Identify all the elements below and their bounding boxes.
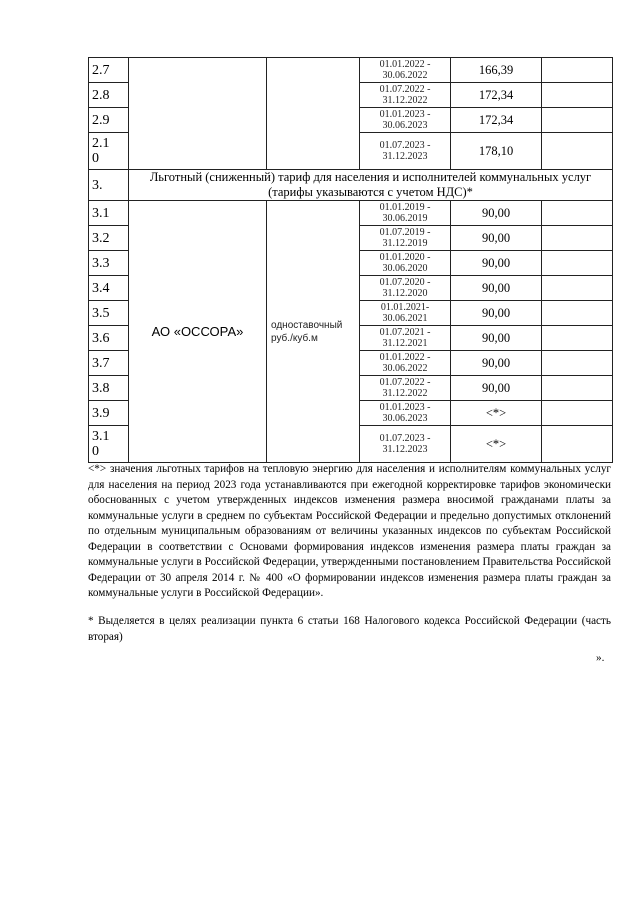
period-line: 30.06.2021 — [382, 313, 428, 324]
tariff-value: 178,10 — [451, 133, 542, 170]
period — [360, 426, 451, 463]
period-line: 31.12.2023 — [382, 151, 428, 162]
period-line: 01.07.2020 - — [379, 277, 431, 288]
period — [360, 58, 451, 83]
tariff-type-line: руб./куб.м — [271, 332, 318, 344]
row-number: 3.1 — [89, 201, 129, 226]
row-number-line: 0 — [92, 151, 99, 166]
period-line: 01.01.2020 - — [379, 252, 431, 263]
period — [360, 301, 451, 326]
row-number-line: 2.1 — [92, 136, 110, 151]
row-number: 2.7 — [89, 58, 129, 83]
period — [360, 376, 451, 401]
period — [360, 108, 451, 133]
period-line: 01.07.2019 - — [379, 227, 431, 238]
empty-cell — [542, 376, 613, 401]
period-line: 01.01.2022 - — [379, 59, 431, 70]
row-number: 3.9 — [89, 401, 129, 426]
empty-cell — [542, 201, 613, 226]
period-line: 31.12.2022 — [382, 95, 428, 106]
tariff-value: 90,00 — [451, 301, 542, 326]
period-line: 31.12.2019 — [382, 238, 428, 249]
tariff-value: 90,00 — [451, 326, 542, 351]
footnote-tariff-note: <*> значения льготных тарифов на тепловую энергию для населения и исполнителям коммунальных услуг для населения на период 2023 года устанавливаются при ежегодной корректировке тарифов экономически обоснованных с учетом утвержденных индексов изменения размера вносимой гражданами платы за коммунальные услуги в среднем по субъектам Российской Федерации и предельно допустимых отклонений по отдельным муниципальным образованиям от величины указанных индексов по субъектам Российской Федерации в соответствии с Основами формирования индексов изменения размера платы граждан за коммунальные услуги в Российской Федерации, утвержденными постановлением Правительства Российской Федерации от 30 апреля 2014 г. № 400 «О формировании индексов изменения размера платы граждан за коммунальные услуги в Российской Федерации». — [88, 463, 611, 599]
period-line: 31.12.2021 — [382, 338, 428, 349]
tariff-type-cell — [267, 58, 360, 170]
row-number: 3.7 — [89, 351, 129, 376]
period-line: 01.01.2023 - — [379, 109, 431, 120]
period-line: 30.06.2023 — [382, 413, 428, 424]
table-row — [89, 58, 613, 83]
period — [360, 83, 451, 108]
tariff-value: 172,34 — [451, 83, 542, 108]
period — [360, 351, 451, 376]
footnote-vat-note: * Выделяется в целях реализации пункта 6 статьи 168 Налогового кодекса Российской Федерации (часть вторая) — [88, 615, 611, 643]
row-number — [89, 133, 129, 170]
tariff-value: 172,34 — [451, 108, 542, 133]
period-line: 01.07.2022 - — [379, 84, 431, 95]
organization-cell — [129, 58, 267, 170]
tariff-table — [88, 57, 613, 463]
period-line: 01.07.2023 - — [379, 140, 431, 151]
table-row — [89, 201, 613, 226]
empty-cell — [542, 226, 613, 251]
tariff-value: 90,00 — [451, 276, 542, 301]
row-number: 3.5 — [89, 301, 129, 326]
empty-cell — [542, 401, 613, 426]
row-number-line: 3.1 — [92, 429, 110, 444]
tariff-type-line: одноставочный — [271, 319, 343, 331]
tariff-value: 90,00 — [451, 226, 542, 251]
period-line: 01.07.2022 - — [379, 377, 431, 388]
period — [360, 251, 451, 276]
row-number: 2.8 — [89, 83, 129, 108]
tariff-value: 90,00 — [451, 201, 542, 226]
row-number: 2.9 — [89, 108, 129, 133]
row-number: 3.3 — [89, 251, 129, 276]
empty-cell — [542, 276, 613, 301]
row-number: 3.4 — [89, 276, 129, 301]
empty-cell — [542, 108, 613, 133]
section-header-row — [89, 170, 613, 201]
period-line: 01.07.2021 - — [379, 327, 431, 338]
organization-name: АО «ОССОРА» — [129, 201, 267, 463]
period — [360, 201, 451, 226]
row-number: 3.6 — [89, 326, 129, 351]
row-number: 3.2 — [89, 226, 129, 251]
period-line: 01.01.2023 - — [379, 402, 431, 413]
empty-cell — [542, 326, 613, 351]
period — [360, 226, 451, 251]
empty-cell — [542, 133, 613, 170]
row-number-line: 0 — [92, 444, 99, 459]
tariff-value: <*> — [451, 401, 542, 426]
period-line: 30.06.2019 — [382, 213, 428, 224]
tariff-value: 166,39 — [451, 58, 542, 83]
period-line: 31.12.2020 — [382, 288, 428, 299]
row-number: 3.8 — [89, 376, 129, 401]
period — [360, 133, 451, 170]
tariff-type — [267, 201, 360, 463]
row-number — [89, 426, 129, 463]
empty-cell — [542, 58, 613, 83]
period — [360, 276, 451, 301]
period-line: 31.12.2022 — [382, 388, 428, 399]
empty-cell — [542, 351, 613, 376]
tariff-value: <*> — [451, 426, 542, 463]
period-line: 01.01.2022 - — [379, 352, 431, 363]
empty-cell — [542, 301, 613, 326]
tariff-value: 90,00 — [451, 351, 542, 376]
period-line: 30.06.2022 — [382, 363, 428, 374]
period-line: 01.01.2019 - — [379, 202, 431, 213]
tariff-value: 90,00 — [451, 251, 542, 276]
period-line: 30.06.2020 — [382, 263, 428, 274]
period — [360, 401, 451, 426]
closing-quote: ». — [596, 652, 605, 664]
section-number: 3. — [89, 170, 129, 201]
period — [360, 326, 451, 351]
empty-cell — [542, 251, 613, 276]
period-line: 01.07.2023 - — [379, 433, 431, 444]
tariff-value: 90,00 — [451, 376, 542, 401]
period-line: 01.01.2021- — [380, 302, 430, 313]
section-title: Льготный (сниженный) тариф для населения и исполнителей коммунальных услуг (тарифы указываются с учетом НДС)* — [129, 170, 613, 201]
period-line: 30.06.2022 — [382, 70, 428, 81]
period-line: 30.06.2023 — [382, 120, 428, 131]
period-line: 31.12.2023 — [382, 444, 428, 455]
empty-cell — [542, 426, 613, 463]
empty-cell — [542, 83, 613, 108]
